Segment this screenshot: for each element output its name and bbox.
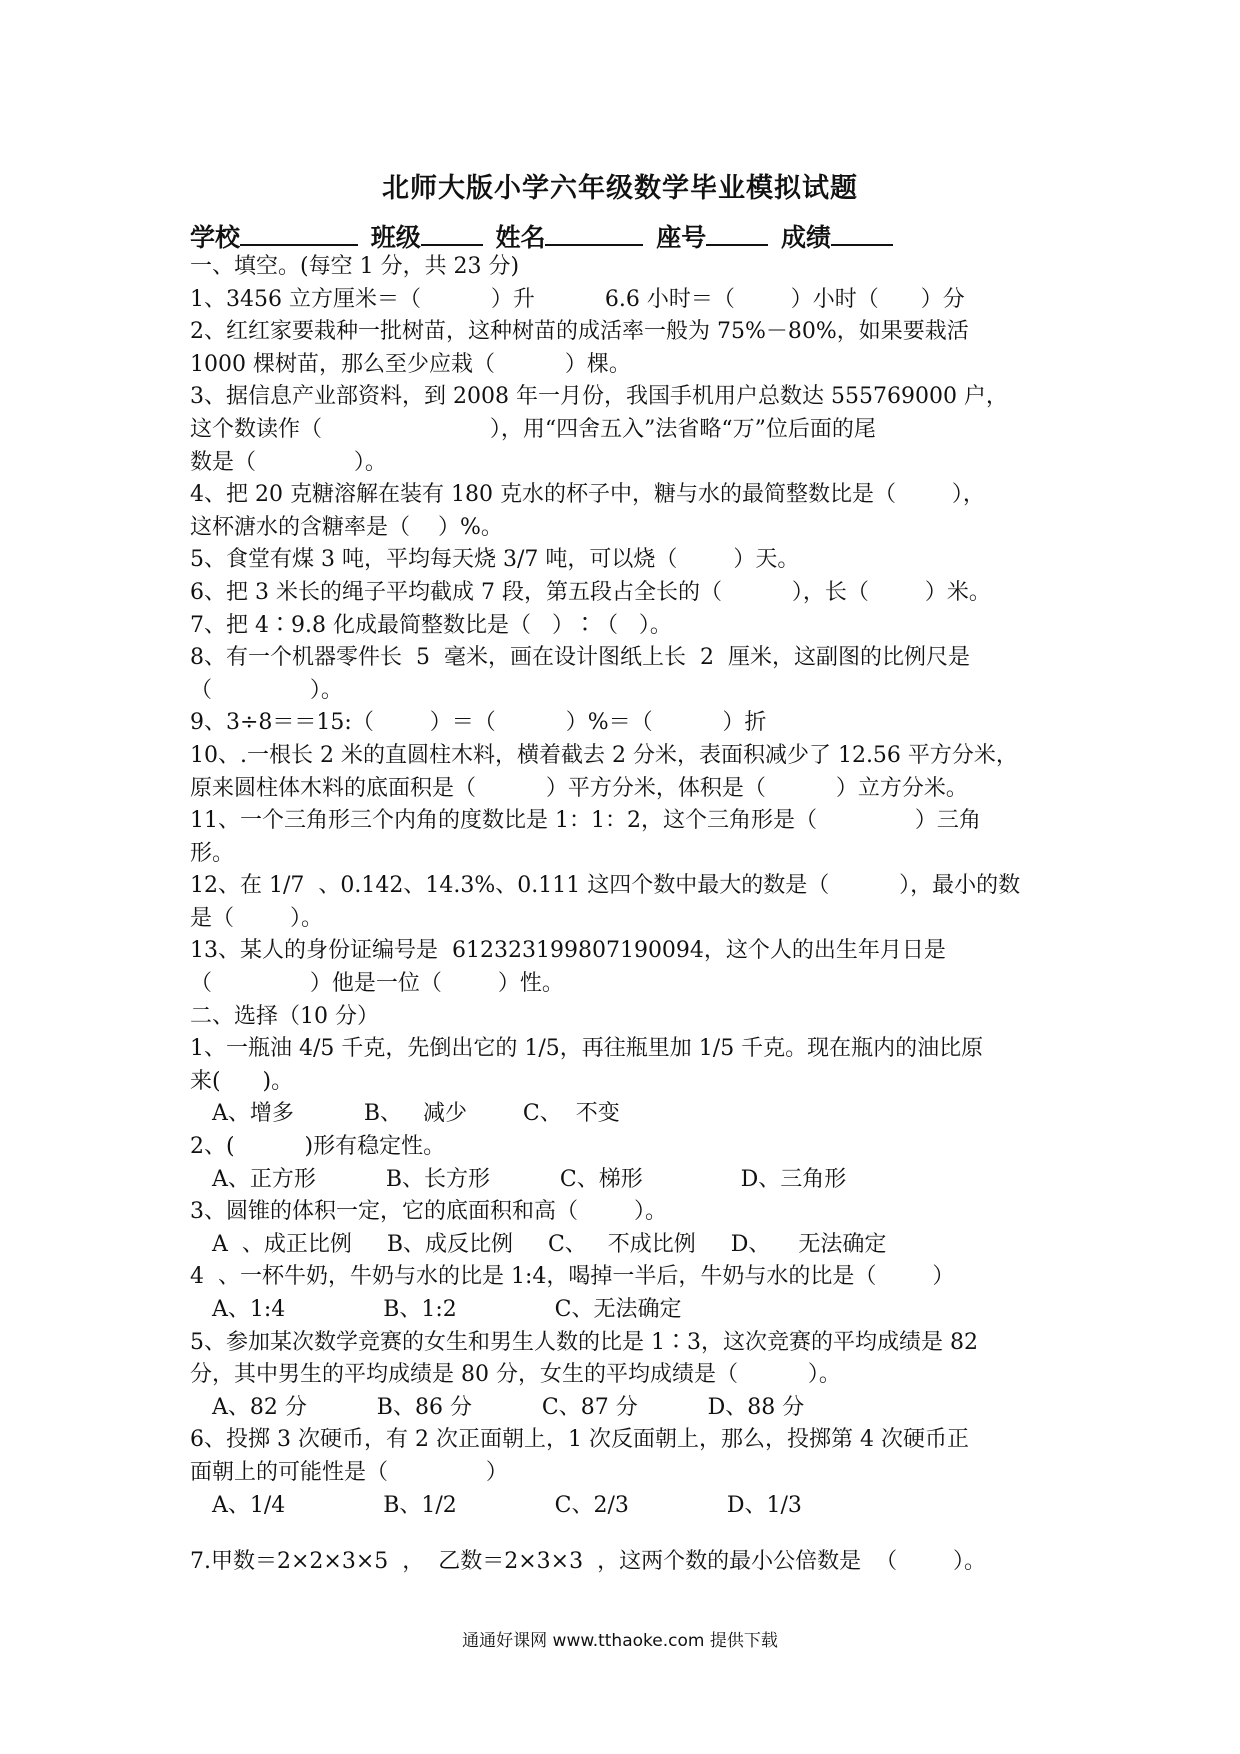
question-line: 7、把 4∶9.8 化成最简整数比是（ ）∶（ ）。	[190, 612, 672, 638]
question-line: 3、据信息产业部资料，到 2008 年一月份，我国手机用户总数达 555769000 户，	[190, 384, 1008, 410]
question-line: 5、食堂有煤 3 吨，平均每天烧 3/7 吨，可以烧（ ）天。	[190, 547, 800, 573]
question-line: 2、( )形有稳定性。	[190, 1134, 446, 1160]
student-info-fields	[190, 218, 897, 254]
question-line: 2、红红家要栽种一批树苗，这种树苗的成活率一般为 75%－80%，如果要栽活	[190, 319, 969, 345]
question-line: 这个数读作（ ），用“四舍五入”法省略“万”位后面的尾	[190, 416, 876, 442]
answer-options: A 、成正比例 B、成反比例 C、 不成比例 D、 无法确定	[212, 1231, 887, 1257]
question-line: 这杯溏水的含糖率是（ ）%。	[190, 514, 503, 540]
question-line: 6、把 3 米长的绳子平均截成 7 段，第五段占全长的（ ），长（ ）米。	[190, 579, 991, 605]
question-line: 1、一瓶油 4/5 千克，先倒出它的 1/5，再往瓶里加 1/5 千克。现在瓶内的油比原	[190, 1036, 984, 1062]
question-line: 9、3÷8＝＝15:（ ）＝（ ）%＝（ ）折	[190, 710, 767, 736]
question-line: 4 、一杯牛奶，牛奶与水的比是 1:4，喝掉一半后，牛奶与水的比是（ ）	[190, 1264, 955, 1290]
question-line: 原来圆柱体木料的底面积是（ ）平方分米，体积是（ ）立方分米。	[190, 775, 968, 801]
question-line: （ ）。	[190, 677, 343, 703]
question-line: 11、一个三角形三个内角的度数比是 1：1：2，这个三角形是（ ）三角	[190, 808, 981, 834]
question-line: 是（ ）。	[190, 905, 323, 931]
exam-content	[190, 251, 1060, 1579]
question-line: 3、圆锥的体积一定，它的底面积和高（ ）。	[190, 1199, 667, 1225]
footer-credit: 通通好课网 www.tthaoke.com 提供下载	[462, 1631, 778, 1651]
name-blank	[545, 220, 643, 246]
question-line: （ ）他是一位（ ）性。	[190, 971, 564, 997]
fill-in-section	[190, 284, 1060, 1001]
question-line: 4、把 20 克糖溶解在装有 180 克水的杯子中，糖与水的最简整数比是（ ），	[190, 482, 985, 508]
question-line: 数是（ ）。	[190, 449, 387, 475]
score-label: 成绩	[780, 223, 831, 252]
question-line: 7.甲数＝2×2×3×5 ， 乙数＝2×3×3 ，这两个数的最小公倍数是 （ ）。	[190, 1549, 987, 1575]
question-line: 6、投掷 3 次硬币，有 2 次正面朝上，1 次反面朝上，那么，投掷第 4 次硬币正	[190, 1427, 969, 1453]
answer-options: A、正方形 B、长方形 C、梯形 D、三角形	[212, 1166, 847, 1192]
spacer	[190, 1522, 1060, 1546]
question-line: 8、有一个机器零件长 5 毫米，画在设计图纸上长 2 厘米，这副图的比例尺是	[190, 645, 970, 671]
answer-options: A、增多 B、 减少 C、 不变	[212, 1101, 620, 1127]
question-line: 1、3456 立方厘米＝（ ）升 6.6 小时＝（ ）小时（ ）分	[190, 286, 965, 312]
school-blank	[240, 220, 358, 246]
answer-options: A、1:4 B、1:2 C、无法确定	[212, 1297, 682, 1322]
question-line: 来( )。	[190, 1068, 294, 1094]
question-line: 13、某人的身份证编号是 612323199807190094，这个人的出生年月日是	[190, 938, 946, 964]
question-line: 5、参加某次数学竞赛的女生和男生人数的比是 1∶3，这次竞赛的平均成绩是 82	[190, 1329, 978, 1355]
answer-options: A、1/4 B、1/2 C、2/3 D、1/3	[212, 1492, 802, 1518]
question-line: 12、在 1/7 、0.142、14.3%、0.111 这四个数中最大的数是（ ），最小的数	[190, 873, 1021, 899]
question-line: 10、.一根长 2 米的直圆柱木料，横着截去 2 分米，表面积减少了 12.56 平方分米，	[190, 742, 1018, 768]
seat-label: 座号	[656, 223, 707, 252]
question-line: 面朝上的可能性是（ ）	[190, 1459, 508, 1485]
page-title: 北师大版小学六年级数学毕业模拟试题	[382, 173, 858, 204]
question-line: 1000 棵树苗，那么至少应栽（ ）棵。	[190, 351, 631, 377]
answer-options: A、82 分 B、86 分 C、87 分 D、88 分	[212, 1394, 805, 1420]
class-blank	[421, 220, 483, 246]
name-label: 姓名	[495, 223, 546, 252]
section-heading: 二、选择（10 分）	[190, 1003, 379, 1029]
score-blank	[831, 220, 893, 246]
section-heading: 一、填空。(每空 1 分，共 23 分)	[190, 254, 520, 279]
question-line: 分，其中男生的平均成绩是 80 分，女生的平均成绩是（ ）。	[190, 1362, 841, 1388]
school-label: 学校	[190, 223, 241, 252]
question-line: 形。	[190, 840, 235, 866]
seat-blank	[706, 220, 768, 246]
class-label: 班级	[370, 223, 421, 252]
choice-section	[190, 1033, 1060, 1579]
